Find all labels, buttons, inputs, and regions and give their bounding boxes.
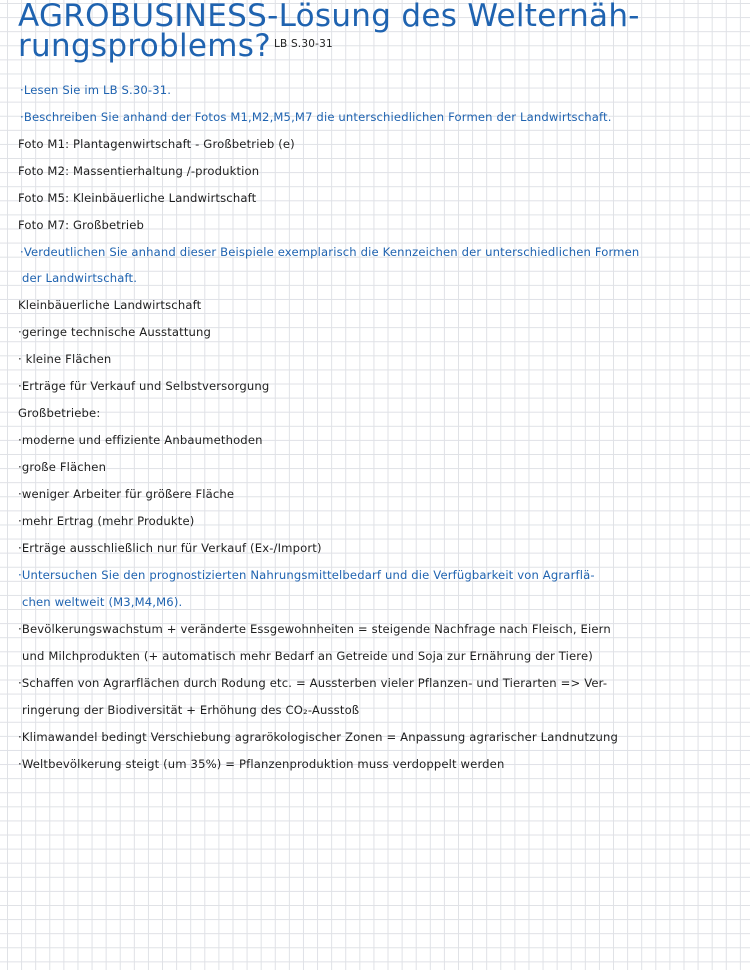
- task-illustrate-cont: der Landwirtschaft.: [22, 271, 138, 285]
- subheading: Großbetriebe:: [18, 406, 101, 420]
- list-item: ·geringe technische Ausstattung: [18, 325, 212, 339]
- title-line-2-row: [18, 28, 743, 64]
- list-item: · kleine Flächen: [18, 352, 112, 366]
- list-item: ·Erträge für Verkauf und Selbstversorgung: [18, 379, 270, 393]
- list-item: ·Bevölkerungswachstum + veränderte Essgewohnheiten = steigende Nachfrage nach Fleisch, Eiern: [18, 622, 611, 636]
- list-item-cont: und Milchprodukten (+ automatisch mehr Bedarf an Getreide und Soja zur Ernährung der Tiere): [22, 649, 593, 663]
- list-item: ·Klimawandel bedingt Verschiebung agrarökologischer Zonen = Anpassung agrarischer Landnutzung: [18, 730, 618, 744]
- list-item: ·Schaffen von Agrarflächen durch Rodung etc. = Aussterben vieler Pflanzen- und Tierarten => Ver-: [18, 676, 608, 690]
- task-describe: ·Beschreiben Sie anhand der Fotos M1,M2,M5,M7 die unterschiedlichen Formen der Landwirtschaft.: [20, 110, 612, 124]
- subheading: Kleinbäuerliche Landwirtschaft: [18, 298, 202, 312]
- task-examine: ·Untersuchen Sie den prognostizierten Nahrungsmittelbedarf und die Verfügbarkeit von Agrarflä-: [18, 568, 595, 582]
- list-item: ·große Flächen: [18, 460, 107, 474]
- list-item: ·Weltbevölkerung steigt (um 35%) = Pflanzenproduktion muss verdoppelt werden: [18, 757, 505, 771]
- task-examine-cont: chen weltweit (M3,M4,M6).: [22, 595, 183, 609]
- title-line-2: rungsproblems?: [18, 28, 271, 64]
- task-read: ·Lesen Sie im LB S.30-31.: [20, 83, 172, 97]
- title-line-1: AGROBUSINESS-Lösung des Welternäh-: [18, 0, 640, 34]
- task-illustrate: ·Verdeutlichen Sie anhand dieser Beispiele exemplarisch die Kennzeichen der unterschiedlichen Formen: [20, 245, 640, 259]
- page-title: [18, 0, 743, 64]
- list-item-cont: ringerung der Biodiversität + Erhöhung des CO₂-Ausstoß: [22, 703, 360, 717]
- answer-line: Foto M5: Kleinbäuerliche Landwirtschaft: [18, 191, 257, 205]
- answer-line: Foto M1: Plantagenwirtschaft - Großbetrieb (e): [18, 137, 295, 151]
- answer-line: Foto M7: Großbetrieb: [18, 218, 145, 232]
- list-item: ·mehr Ertrag (mehr Produkte): [18, 514, 195, 528]
- list-item: ·moderne und effiziente Anbaumethoden: [18, 433, 263, 447]
- answer-line: Foto M2: Massentierhaltung /-produktion: [18, 164, 260, 178]
- list-item: ·weniger Arbeiter für größere Fläche: [18, 487, 235, 501]
- list-item: ·Erträge ausschließlich nur für Verkauf (Ex-/Import): [18, 541, 322, 555]
- textbook-reference: LB S.30-31: [273, 38, 333, 50]
